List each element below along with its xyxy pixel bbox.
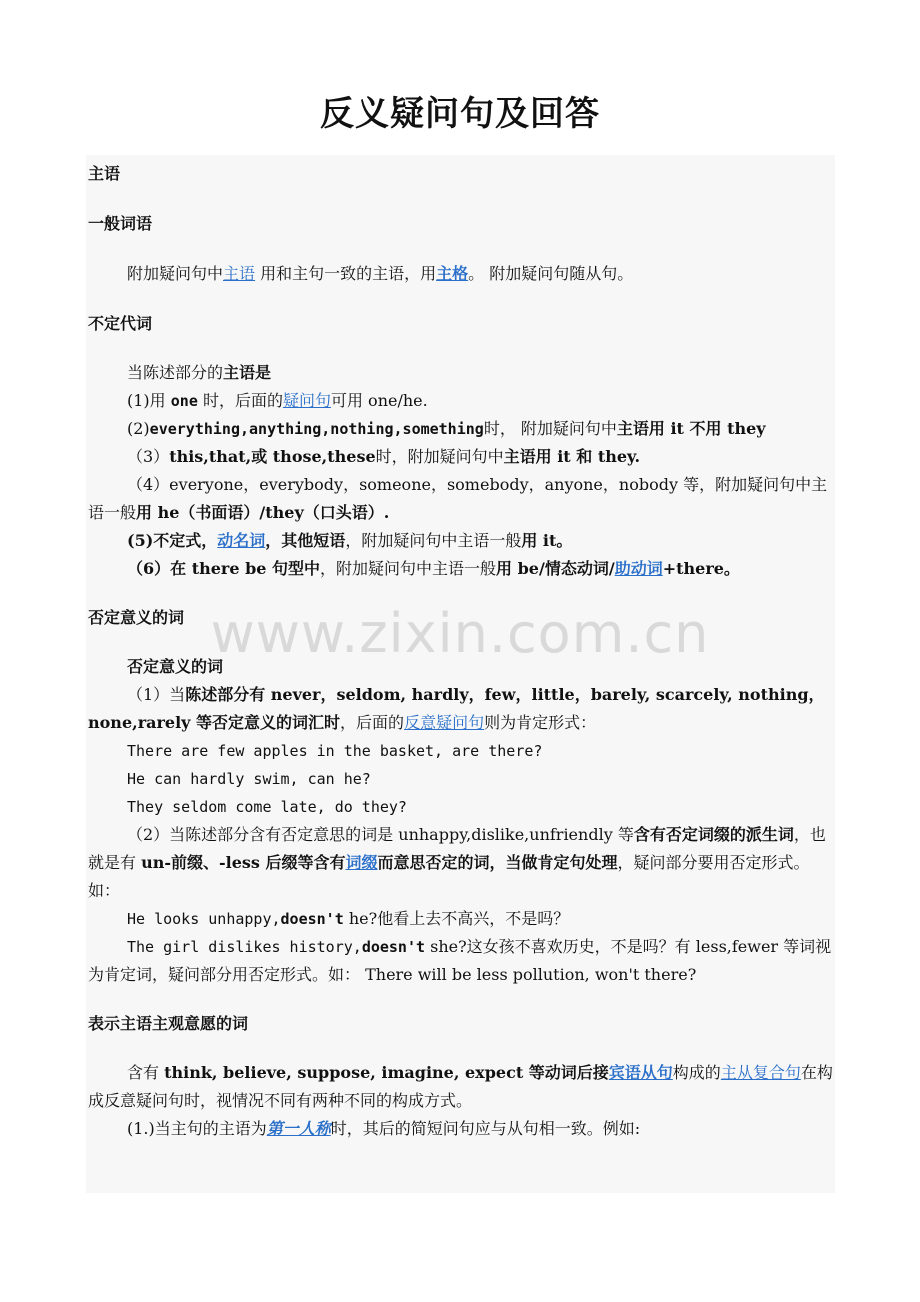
heading-general-words: 一般词语: [88, 214, 153, 233]
indef-line-6: （6）在 there be 句型中，附加疑问句中主语一般用 be/情态动词/助动词+there。: [127, 559, 740, 578]
indef-line-2: (2)everything,anything,nothing,something时， 附加疑问句中主语用 it 不用 they: [127, 419, 766, 438]
heading-negative-words: 否定意义的词: [88, 608, 185, 627]
neg-rule-1: （1）当陈述部分有 never，seldom, hardly，few，little，barely, scarcely, nothing，none,rarely 等否定意义的词汇时，后面的反意疑问句则为肯定形式：: [88, 685, 825, 732]
subj-paragraph-2: (1.)当主句的主语为第一人称时，其后的简短问句应与从句相一致。例如:: [127, 1119, 641, 1138]
indef-line-0: 当陈述部分的主语是: [127, 363, 272, 382]
link-auxiliary-verb[interactable]: 助动词: [614, 559, 663, 578]
link-question[interactable]: 疑问句: [282, 391, 331, 410]
example-3: They seldom come late, do they?: [127, 798, 407, 816]
link-affix[interactable]: 词缀: [345, 853, 378, 872]
link-subject[interactable]: 主语: [223, 264, 256, 283]
example-4: He looks unhappy,doesn't he?他看上去不高兴，不是吗？: [127, 909, 570, 928]
link-nominative[interactable]: 主格: [436, 264, 469, 283]
neg-rule-2: （2）当陈述部分含有否定意思的词是 unhappy,dislike,unfriendly 等含有否定词缀的派生词，也就是有 un-前缀、-less 后缀等含有词缀而意思否定的词，当做肯定句处理，疑问部分要用否定形式。如：: [88, 825, 826, 900]
indef-line-5: (5)不定式，动名词，其他短语，附加疑问句中主语一般用 it。: [127, 531, 573, 550]
indef-line-3: （3）this,that,或 those,these时，附加疑问句中主语用 it 和 they.: [127, 447, 641, 466]
example-5: The girl dislikes history,doesn't she?这女孩不喜欢历史，不是吗？有 less,fewer 等词视为肯定词，疑问部分用否定形式。如： There will be less pollution, won't there?: [88, 937, 832, 984]
negative-subheading: 否定意义的词: [127, 657, 224, 676]
indef-line-1: (1)用 one 时，后面的疑问句可用 one/he.: [127, 391, 428, 410]
watermark: www.zixin.com.cn: [210, 602, 710, 665]
document-title: 反义疑问句及回答: [320, 94, 600, 134]
heading-subjective-words: 表示主语主观意愿的词: [88, 1014, 249, 1033]
example-2: He can hardly swim, can he?: [127, 770, 371, 788]
link-tag-question[interactable]: 反意疑问句: [404, 713, 485, 732]
paragraph-general: 附加疑问句中主语 用和主句一致的主语，用主格。 附加疑问句随从句。: [127, 264, 634, 283]
document-body: [88, 160, 834, 1143]
indef-line-4: （4）everyone，everybody，someone，somebody，anyone，nobody 等，附加疑问句中主语一般用 he（书面语）/they（口头语）.: [88, 475, 828, 522]
link-first-person[interactable]: 第一人称: [266, 1119, 331, 1138]
link-gerund[interactable]: 动名词: [217, 531, 266, 550]
heading-subject: 主语: [88, 164, 121, 183]
link-object-clause[interactable]: 宾语从句: [608, 1063, 673, 1082]
heading-indefinite-pronouns: 不定代词: [88, 314, 153, 333]
link-complex-sentence[interactable]: 主从复合句: [720, 1063, 801, 1082]
subj-paragraph-1: 含有 think, believe, suppose, imagine, expect 等动词后接宾语从句构成的主从复合句在构成反意疑问句时，视情况不同有两种不同的构成方式。: [88, 1063, 833, 1110]
example-1: There are few apples in the basket, are there?: [127, 742, 543, 760]
